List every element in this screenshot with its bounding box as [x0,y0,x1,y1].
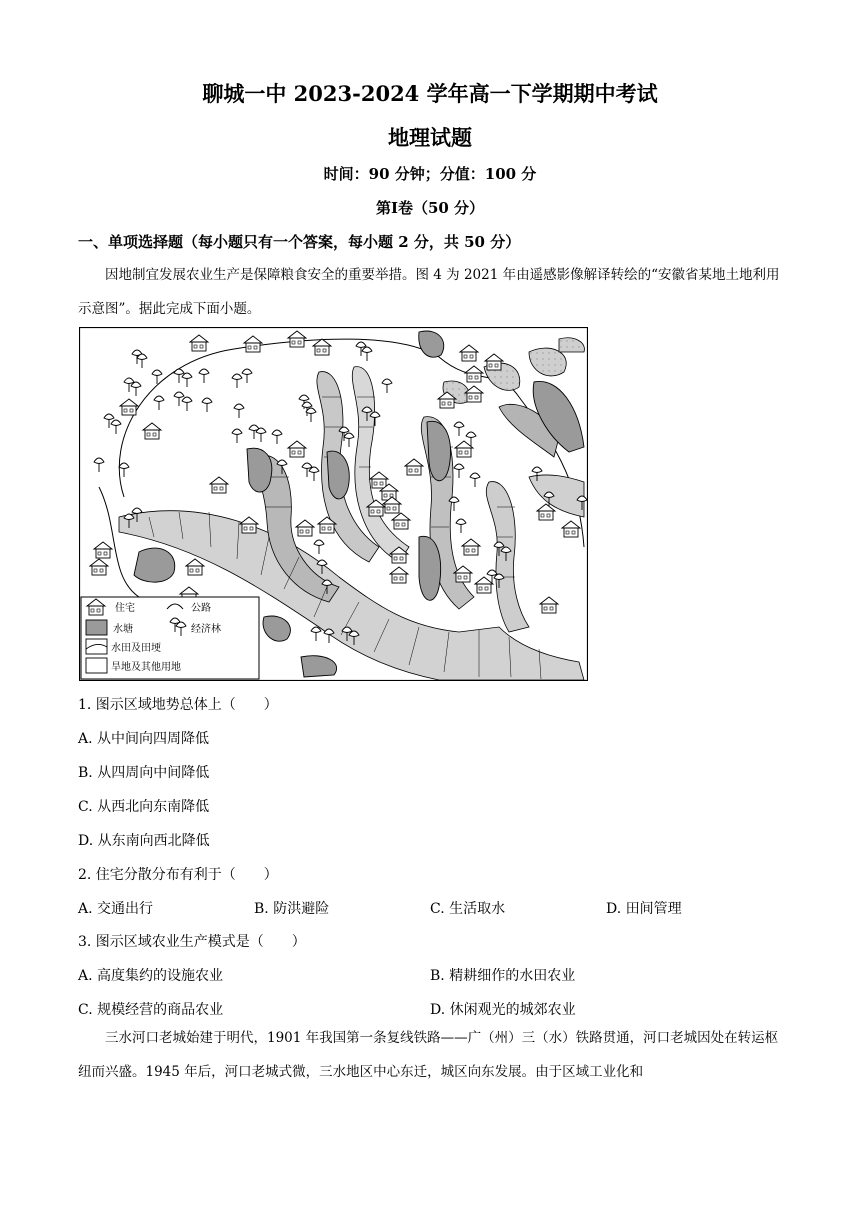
q3-option-b: B. 精耕细作的水田农业 [430,968,576,984]
passage-second: 三水河口老城始建于明代，1901 年我国第一条复线铁路——广（州）三（水）铁路贯通，河口老城因处在转运枢纽而兴盛。1945 年后，河口老城式微，三水地区中心东迁，城区向东发展。由于区域工业化和 [78,1030,779,1080]
time-score-line: 时间：90 分钟；分值：100 分 [323,165,537,183]
question-3-stem: 3. 图示区域农业生产模式是（ ） [78,934,306,950]
legend-dryland-label: 旱地及其他用地 [111,662,181,673]
q3-option-a: A. 高度集约的设施农业 [78,968,224,984]
legend-road-label: 公路 [191,603,211,614]
land-use-map [79,327,588,681]
q2-option-c: C. 生活取水 [430,901,506,917]
legend-pond-label: 水塘 [113,624,133,635]
legend-forest-label: 经济林 [191,624,221,635]
section-heading: 一、单项选择题（每小题只有一个答案，每小题 2 分，共 50 分） [78,233,521,251]
q3-option-d: D. 休闲观光的城郊农业 [430,1002,576,1018]
q3-option-c: C. 规模经营的商品农业 [78,1002,224,1018]
q1-option-a: A. 从中间向四周降低 [78,731,210,747]
q2-option-d: D. 田间管理 [606,901,682,917]
q1-option-b: B. 从四周向中间降低 [78,765,210,781]
map-legend [81,597,259,679]
q1-option-d: D. 从东南向西北降低 [78,833,210,849]
question-2-stem: 2. 住宅分散分布有利于（ ） [78,867,278,883]
legend-house-label: 住宅 [115,603,135,614]
exam-title: 聊城一中 2023-2024 学年高一下学期期中考试 [202,81,658,106]
passage-intro: 因地制宜发展农业生产是保障粮食安全的重要举措。图 4 为 2021 年由遥感影像解译转绘的“安徽省某地土地利用示意图”。据此完成下面小题。 [78,267,780,317]
question-1-stem: 1. 图示区域地势总体上（ ） [78,697,278,713]
volume-heading: 第Ⅰ卷（50 分） [375,199,485,217]
q2-option-a: A. 交通出行 [78,901,154,917]
q2-option-b: B. 防洪避险 [254,901,330,917]
subject-title: 地理试题 [388,125,472,150]
legend-paddy-label: 水田及田埂 [111,643,161,654]
q1-option-c: C. 从西北向东南降低 [78,799,210,815]
